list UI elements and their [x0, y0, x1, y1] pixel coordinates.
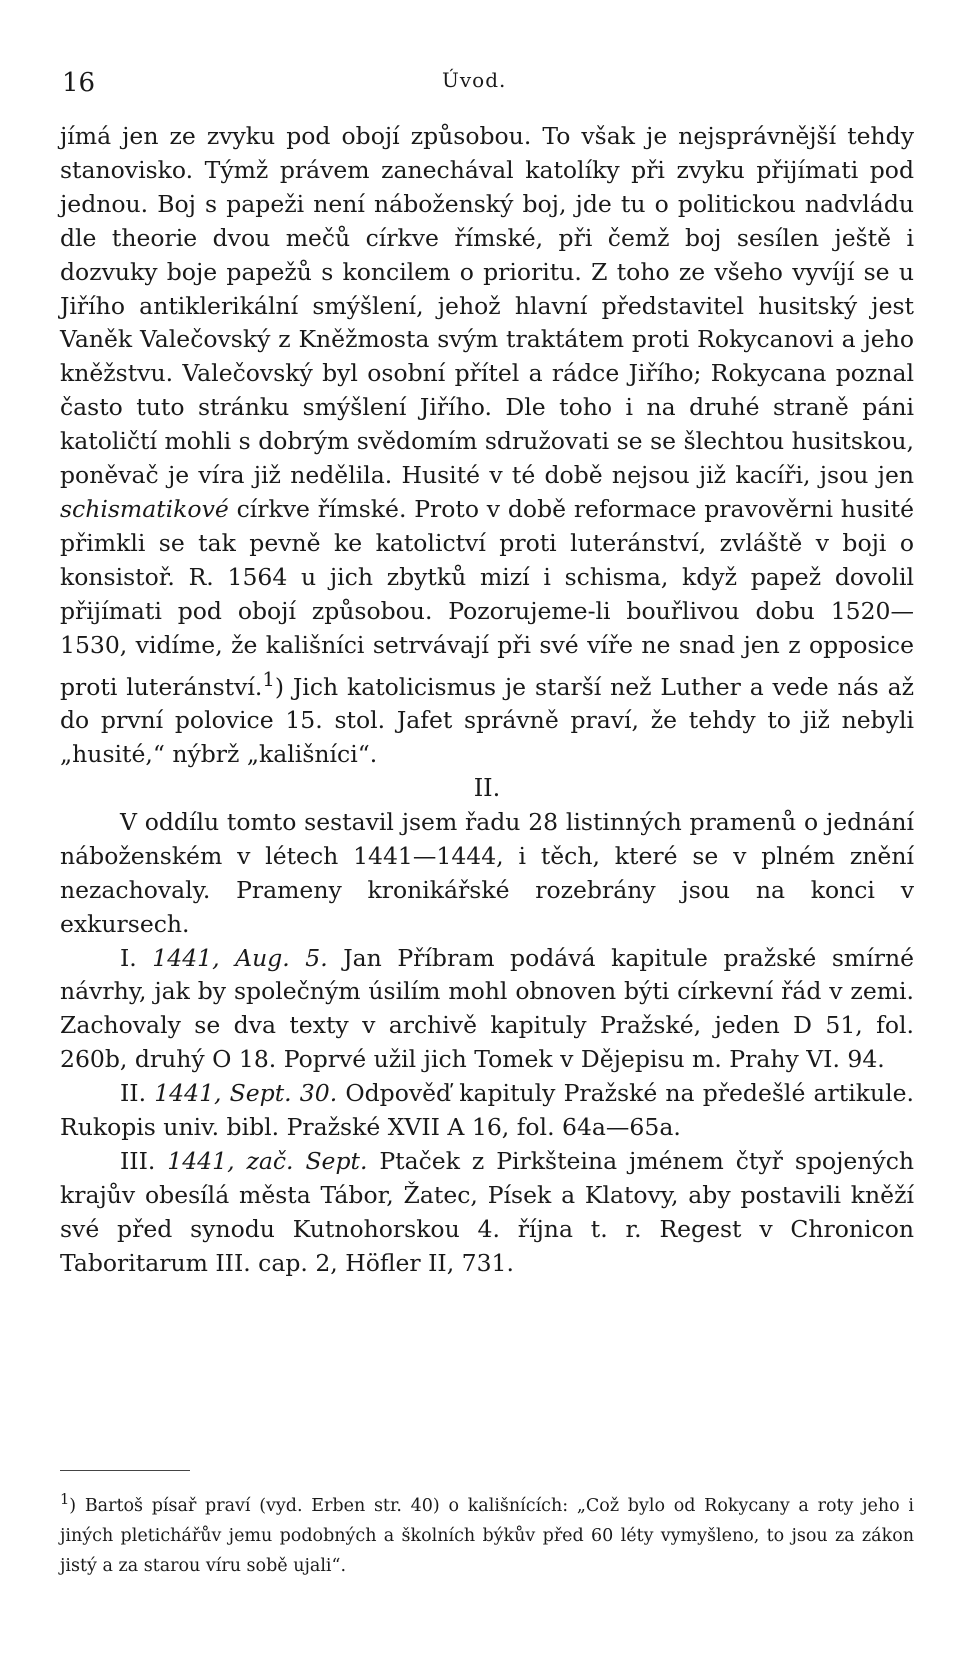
- page-number: 16: [62, 68, 96, 98]
- para1-text-end: ) Jich katolicismus je starší než Luther a vede nás až do první polovice 15. stol. Jafet správně praví, že tehdy to již nebyli „husité,“ nýbrž „kališníci“.: [60, 672, 914, 769]
- paragraph-2: V oddílu tomto sestavil jsem řadu 28 listinných pramenů o jednání náboženském v létech 1441—1444, i těch, které se v plném znění nezachovaly. Prameny kronikářské rozebrány jsou na konci v exkursech.: [60, 807, 914, 938]
- running-head: Úvod.: [442, 68, 507, 92]
- item3-text: Ptaček z Pirkšteina jménem čtyř spojených krajův obesílá města Tábor, Žatec, Písek a Klatovy, aby postavili kněží své před synodu Kutnohorskou 4. října t. r. Regest v Chronicon Taboritarum III. cap. 2, Höfler II, 731.: [60, 1147, 914, 1277]
- page-header: [62, 68, 912, 108]
- item3-number: III.: [120, 1147, 168, 1176]
- item1-date: 1441, Aug. 5.: [152, 943, 328, 972]
- footnote-text: ) Bartoš písař praví (vyd. Erben str. 40) o kališnících: „Což bylo od Rokycany a roty jeho i jiných pletichářův jemu podobných a školních býkův před 60 léty vymyšleno, to jsou za zákon jistý a za starou víru sobě ujali“.: [60, 1495, 914, 1576]
- para1-text: jímá jen ze zvyku pod obojí způsobou. To však je nejsprávnější tehdy stanovisko. Týmž právem zanechával katolíky při zvyku přijímati pod jednou. Boj s papeži není náboženský boj, jde tu o politickou nadvládu dle theorie dvou mečů církve římské, při čemž boj sesílen ještě i dozvuky boje papežů s koncilem o prioritu. Z toho ze všeho vyvíjí se u Jiřího antiklerikální smýšlení, jehož hlavní představitel husitský jest Vaněk Valečovský z Kněžmosta svým traktátem proti Rokycanovi a jeho kněžstvu. Valečovský byl osobní přítel a rádce Jiřího; Rokycana poznal často tuto stránku smýšlení Jiřího. Dle toho i na druhé straně páni katoličtí mohli s dobrým svědomím sdružovati se se šlechtou husitskou, poněvač je víra již nedělila. Husité v té době nejsou již kacíři, jsou jen: [60, 122, 914, 490]
- para1-italic: schismatikové: [60, 494, 229, 523]
- body-text: [60, 120, 914, 1281]
- item2-number: II.: [120, 1079, 155, 1108]
- list-item-1: [60, 942, 914, 1078]
- item3-date: 1441, zač. Sept.: [167, 1147, 368, 1176]
- footnote-divider: [60, 1470, 190, 1471]
- footnote-reference: 1: [262, 667, 275, 691]
- item2-date: 1441, Sept. 30.: [154, 1079, 338, 1108]
- list-item-2: [60, 1077, 914, 1145]
- list-item-3: [60, 1145, 914, 1281]
- paragraph-1: [60, 120, 914, 772]
- footnote-1: [60, 1485, 914, 1581]
- section-heading: II.: [473, 774, 501, 803]
- para1-text-cont: církve římské. Proto v době reformace pravověrni husité přimkli se tak pevně ke katolictví proti luteránství, zvláště v boji o konsistoř. R. 1564 u jich zbytků mizí i schisma, když papež dovolil přijímati pod obojí způsobou. Pozorujeme-li bouřlivou dobu 1520—1530, vidíme, že kališníci setrvávají při své víře ne snad jen z opposice proti luteránství.: [60, 494, 914, 701]
- item1-number: I.: [120, 943, 153, 972]
- item1-text: Jan Příbram podává kapitule pražské smírné návrhy, jak by společným úsilím mohl obnoven býti církevní řád v zemi. Zachovaly se dva texty v archivě kapituly Pražské, jeden D 51, fol. 260b, druhý O 18. Poprvé užil jich Tomek v Dějepisu m. Prahy VI. 94.: [60, 943, 914, 1074]
- footnotes: [60, 1470, 914, 1581]
- footnote-mark: 1: [60, 1491, 70, 1508]
- item2-text: Odpověď kapituly Pražské na předešlé artikule. Rukopis univ. bibl. Pražské XVII A 16, fol. 64a—65a.: [60, 1079, 915, 1142]
